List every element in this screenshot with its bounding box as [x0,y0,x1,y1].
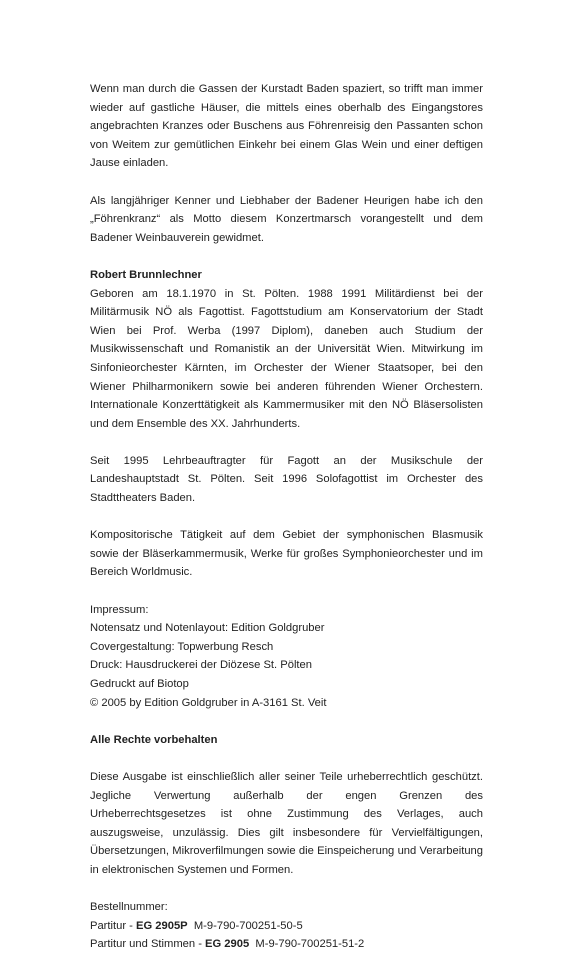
order-item [90,917,483,936]
order-item-number: M-9-790-700251-51-2 [249,938,365,951]
impressum-line: Covergestaltung: Topwerbung Resch [90,640,274,653]
impressum-line: Notensatz und Notenlayout: Edition Goldgruber [90,622,325,635]
intro-paragraph-2: Als langjähriger Kenner und Liebhaber der Badener Heurigen habe ich den „Föhrenkranz“ als Motto diesem Konzertmarsch vorangestellt und dem Badener Weinbauverein gewidmet. [90,194,483,244]
biography-paragraph-2: Seit 1995 Lehrbeauftragter für Fagott an der Musikschule der Landeshauptstadt St. Pölten. Seit 1996 Solofagottist im Orchester des Stadttheaters Baden. [90,454,483,505]
order-block [90,898,483,954]
impressum-line: Gedruckt auf Biotop [90,678,189,690]
impressum-block [90,601,483,713]
intro-paragraph-1: Wenn man durch die Gassen der Kurstadt Baden spaziert, so trifft man immer wieder auf gastliche Häuser, die mittels eines oberhalb des Eingangstores angebrachten Kranzes oder Buschens aus Föhrenreisig den Passanten schon von Weitem zur gemütlichen Einkehr bei einem Glas Wein und einer deftigen Jause einladen. [90,83,483,170]
composer-name: Robert Brunnlechner [90,268,202,281]
impressum-line: Impressum: [90,603,149,616]
order-item-number: M-9-790-700251-50-5 [187,919,303,932]
order-item-prefix: Partitur - [90,919,137,932]
biography-paragraph-3: Kompositorische Tätigkeit auf dem Gebiet der symphonischen Blasmusik sowie der Bläserkammermusik, Werke für großes Symphonieorchester und im Bereich Worldmusic. [90,529,483,579]
rights-text: Diese Ausgabe ist einschließlich aller seiner Teile urheberrechtlich geschützt. Jegliche Verwertung außerhalb der engen Grenzen des Urheberrechtsgesetzes ist ohne Zustimmung des Verlages, auch auszugsweise, unzulässig. Dies gilt insbesondere für Vervielfältigungen, Übersetzungen, Mikroverfilmungen sowie die Einspeicherung und Verarbeitung in elektronischen Systemen und Formen. [90,770,483,876]
document-page [90,80,483,954]
order-item-code: EG 2905P [136,919,188,932]
order-item-prefix: Partitur und Stimmen - [90,938,206,951]
order-label: Bestellnummer: [90,901,168,914]
order-item [90,935,483,954]
impressum-line: © 2005 by Edition Goldgruber in A-3161 St. Veit [90,696,327,709]
rights-heading: Alle Rechte vorbehalten [90,733,218,746]
order-item-code: EG 2905 [205,938,250,951]
impressum-line: Druck: Hausdruckerei der Diözese St. Pölten [90,659,312,672]
biography-paragraph-1: Geboren am 18.1.1970 in St. Pölten. 1988 1991 Militärdienst bei der Militärmusik NÖ als Fagottist. Fagottstudium am Konservatorium der Stadt Wien bei Prof. Werba (1997 Diplom), daneben auch Studium der Musikwissenschaft und Romanistik an der Universität Wien. Mitwirkung im Sinfonieorchester Kärnten, im Orchester der Wiener Staatsoper, bei den Wiener Philharmonikern sowie bei anderen führenden Wiener Orchestern. Internationale Konzerttätigkeit als Kammermusiker mit den NÖ Bläsersolisten und dem Ensemble des XX. Jahrhunderts. [90,287,483,430]
